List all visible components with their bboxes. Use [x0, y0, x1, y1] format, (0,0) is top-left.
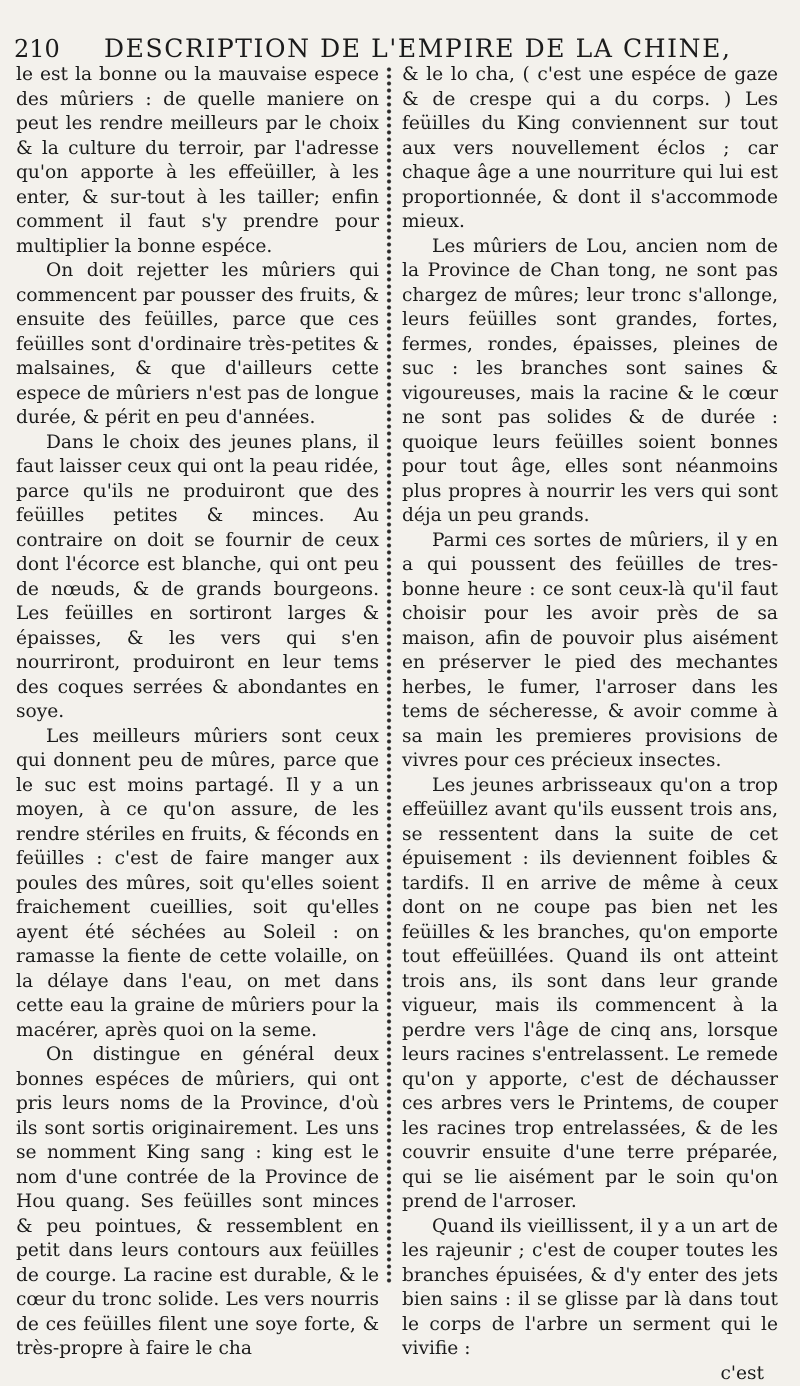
page-number: 210	[14, 34, 60, 64]
left-paragraph-2: On doit rejetter les mûriers qui commencent par pousser des fruits, & ensuite des feüilles, parce que ces feüilles sont d'ordinaire très-petites & malsaines, & que d'ailleurs cette espece de mûriers n'est pas de longue durée, & périt en peu d'années.	[16, 259, 379, 431]
page-header	[14, 34, 794, 64]
right-paragraph-4: Les jeunes arbrisseaux qu'on a trop effeüillez avant qu'ils eussent trois ans, se ressentent dans la suite de cet épuisement : ils deviennent foibles & tardifs. Il en arrive de même à ceux dont on ne coupe pas bien net les feüilles & les branches, qu'on emporte tout effeüillées. Quand ils ont atteint trois ans, ils sont dans leur grande vigueur, mais ils commencent à la perdre vers l'âge de cinq ans, lorsque leurs racines s'entrelassent. Le remede qu'on y apporte, c'est de déchausser ces arbres vers le Printems, de couper les racines trop entrelassées, & de les couvrir ensuite d'une terre préparée, qui se lie aisément par le soin qu'on prend de l'arroser.	[402, 774, 778, 1215]
left-paragraph-3: Dans le choix des jeunes plans, il faut laisser ceux qui ont la peau ridée, parce qu'ils ne produiront que des feüilles petites & minces. Au contraire on doit se fournir de ceux dont l'écorce est blanche, qui ont peu de nœuds, & de grands bourgeons. Les feüilles en sortiront larges & épaisses, & les vers qui s'en nourriront, produiront en leur tems des coques serrées & abondantes en soye.	[16, 431, 379, 725]
ornamental-column-divider	[381, 66, 397, 1284]
running-title: DESCRIPTION DE L'EMPIRE DE LA CHINE,	[104, 34, 732, 64]
right-paragraph-5: Quand ils vieillissent, il y a un art de les rajeunir ; c'est de couper toutes les branches épuisées, & d'y enter des jets bien sains : il se glisse par là dans tout le corps de l'arbre un serment qui le vivifie :	[402, 1215, 778, 1362]
right-column	[402, 63, 778, 1328]
right-paragraph-1: & le lo cha, ( c'est une espéce de gaze & de crespe qui a du corps. ) Les feüilles du King conviennent sur tout aux vers nouvellement éclos ; car chaque âge a une nourriture qui lui est proportionnée, & dont il s'accommode mieux.	[402, 63, 778, 235]
left-paragraph-4: Les meilleurs mûriers sont ceux qui donnent peu de mûres, parce que le suc est moins partagé. Il y a un moyen, à ce qu'on assure, de les rendre stériles en fruits, & féconds en feüilles : c'est de faire manger aux poules des mûres, soit qu'elles soient fraichement cueillies, soit qu'elles ayent été séchées au Soleil : on ramasse la fiente de cette volaille, on la délaye dans l'eau, on met dans cette eau la graine de mûriers pour la macérer, après quoi on la seme.	[16, 725, 379, 1044]
right-paragraph-2: Les mûriers de Lou, ancien nom de la Province de Chan tong, ne sont pas chargez de mûres; leur tronc s'allonge, leurs feüilles sont grandes, fortes, fermes, rondes, épaisses, pleines de suc : les branches sont saines & vigoureuses, mais la racine & le cœur ne sont pas solides & de durée : quoique leurs feüilles soient bonnes pour tout âge, elles sont néanmoins plus propres à nourrir les vers qui sont déja un peu grands.	[402, 235, 778, 529]
right-paragraph-3: Parmi ces sortes de mûriers, il y en a qui poussent des feüilles de tres-bonne heure : ce sont ceux-là qu'il faut choisir pour les avoir près de sa maison, afin de pouvoir plus aisément en préserver le pied des mechantes herbes, le fumer, l'arroser dans les tems de sécheresse, & avoir comme à sa main les premieres provisions de vivres pour ces précieux insectes.	[402, 529, 778, 774]
catchword: c'est	[402, 1362, 778, 1386]
left-column	[16, 63, 379, 1328]
left-paragraph-1: le est la bonne ou la mauvaise espece des mûriers : de quelle maniere on peut les rendre meilleurs par le choix & la culture du terroir, par l'adresse qu'on apporte à les effeüiller, à les enter, & sur-tout à les tailler; enfin comment il faut s'y prendre pour multiplier la bonne espéce.	[16, 63, 379, 259]
left-paragraph-5: On distingue en général deux bonnes espéces de mûriers, qui ont pris leurs noms de la Province, d'où ils sont sortis originairement. Les uns se nomment King sang : king est le nom d'une contrée de la Province de Hou quang. Ses feüilles sont minces & peu pointues, & ressemblent en petit dans leurs contours aux feüilles de courge. La racine est durable, & le cœur du tronc solide. Les vers nourris de ces feüilles filent une soye forte, & très-propre à faire le cha	[16, 1043, 379, 1362]
